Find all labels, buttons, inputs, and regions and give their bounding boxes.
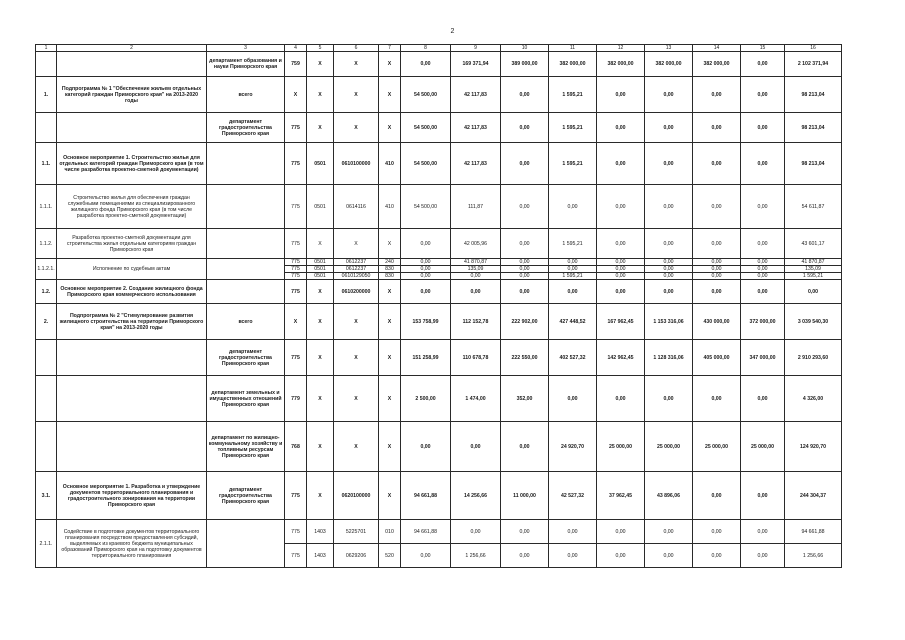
table-cell: 0,00: [401, 273, 451, 280]
table-cell: 1403: [307, 520, 334, 544]
table-cell: X: [307, 52, 334, 77]
table-cell: 4 326,00: [785, 376, 842, 422]
table-cell: 0,00: [741, 259, 785, 266]
table-cell: 244 304,37: [785, 472, 842, 520]
table-cell: 1 256,66: [785, 544, 842, 568]
table-cell: 94 661,88: [401, 472, 451, 520]
column-header: 4: [285, 45, 307, 52]
table-cell: 382 000,00: [597, 52, 645, 77]
table-cell: 347 000,00: [741, 340, 785, 376]
table-cell: X: [334, 422, 379, 472]
table-cell: 54 500,00: [401, 77, 451, 113]
table-cell: 0,00: [501, 266, 549, 273]
table-cell: [36, 340, 57, 376]
table-cell: X: [379, 113, 401, 143]
table-cell: 222 902,00: [501, 304, 549, 340]
table-cell: 0,00: [741, 520, 785, 544]
table-cell: X: [285, 77, 307, 113]
table-cell: департамент земельных и имущественных отношений Приморского края: [207, 376, 285, 422]
table-cell: 0,00: [549, 376, 597, 422]
table-cell: 1 153 316,06: [645, 304, 693, 340]
table-row: [36, 229, 842, 259]
table-cell: Подпрограмма № 2 "Стимулирование развития жилищного строительства на территории Приморского края" на 2013-2020 годы: [57, 304, 207, 340]
table-cell: 0,00: [597, 520, 645, 544]
table-cell: 3.1.: [36, 472, 57, 520]
table-cell: 112 152,78: [451, 304, 501, 340]
table-cell: 0,00: [741, 280, 785, 304]
column-header: 9: [451, 45, 501, 52]
table-cell: X: [334, 77, 379, 113]
table-cell: 1.1.2.1.: [36, 259, 57, 280]
table-row: [36, 259, 842, 266]
table-cell: 0,00: [741, 544, 785, 568]
table-cell: 0,00: [645, 229, 693, 259]
table-cell: 0,00: [501, 77, 549, 113]
table-cell: 768: [285, 422, 307, 472]
table-cell: 1 256,66: [451, 544, 501, 568]
table-cell: 1 595,21: [549, 113, 597, 143]
table-cell: X: [379, 229, 401, 259]
table-cell: 775: [285, 472, 307, 520]
table-cell: 25 000,00: [693, 422, 741, 472]
table-cell: 0,00: [741, 52, 785, 77]
table-cell: 0,00: [645, 544, 693, 568]
table-cell: 0501: [307, 273, 334, 280]
table-cell: 0,00: [501, 229, 549, 259]
table-row: [36, 304, 842, 340]
table-cell: Исполнение по судебным актам: [57, 259, 207, 280]
table-cell: [57, 422, 207, 472]
table-cell: 0,00: [693, 273, 741, 280]
table-cell: [36, 376, 57, 422]
table-cell: [207, 229, 285, 259]
table-cell: 779: [285, 376, 307, 422]
table-cell: [57, 113, 207, 143]
table-row: [36, 77, 842, 113]
table-cell: 167 962,45: [597, 304, 645, 340]
table-cell: 98 213,04: [785, 77, 842, 113]
table-cell: 0,00: [401, 544, 451, 568]
table-cell: 410: [379, 143, 401, 185]
table-cell: 1.2.: [36, 280, 57, 304]
table-cell: 2 910 293,60: [785, 340, 842, 376]
table-cell: департамент по жилищно-коммунальному хозяйству и топливным ресурсам Приморского края: [207, 422, 285, 472]
table-cell: 98 213,04: [785, 143, 842, 185]
table-cell: 0614116: [334, 185, 379, 229]
table-cell: 42 527,32: [549, 472, 597, 520]
table-cell: 775: [285, 280, 307, 304]
table-cell: 0,00: [597, 143, 645, 185]
table-cell: 0610100000: [334, 143, 379, 185]
column-header: 7: [379, 45, 401, 52]
column-header: 12: [597, 45, 645, 52]
table-cell: 775: [285, 185, 307, 229]
table-cell: Содействие в подготовке документов территориального планирования посредством предоставления субсидий, выделяемых из краевого бюджета муниципальных образований Приморского края на подготовку документов территориального планирования: [57, 520, 207, 568]
table-cell: 0,00: [401, 229, 451, 259]
table-cell: 2 500,00: [401, 376, 451, 422]
table-cell: X: [379, 376, 401, 422]
table-cell: X: [334, 376, 379, 422]
table-cell: 0,00: [597, 544, 645, 568]
table-cell: 0610129050: [334, 273, 379, 280]
table-cell: 54 500,00: [401, 185, 451, 229]
table-cell: 153 758,99: [401, 304, 451, 340]
table-row: [36, 143, 842, 185]
table-cell: 0,00: [645, 77, 693, 113]
table-cell: 2 102 371,94: [785, 52, 842, 77]
table-cell: 775: [285, 266, 307, 273]
table-cell: X: [307, 229, 334, 259]
table-cell: X: [334, 340, 379, 376]
table-cell: 54 611,87: [785, 185, 842, 229]
column-header: 1: [36, 45, 57, 52]
table-cell: Разработка проектно-сметной документации для строительства жилья отдельным категориям граждан Приморского края: [57, 229, 207, 259]
column-header: 15: [741, 45, 785, 52]
column-header: 5: [307, 45, 334, 52]
table-cell: 382 000,00: [645, 52, 693, 77]
table-cell: 42 117,83: [451, 113, 501, 143]
table-cell: всего: [207, 304, 285, 340]
table-cell: 389 000,00: [501, 52, 549, 77]
column-header: 11: [549, 45, 597, 52]
table-cell: [36, 113, 57, 143]
table-cell: 0,00: [401, 259, 451, 266]
table-cell: 1 474,00: [451, 376, 501, 422]
table-cell: 0,00: [645, 259, 693, 266]
table-cell: X: [307, 280, 334, 304]
page-number: 2: [450, 28, 455, 35]
column-header: 3: [207, 45, 285, 52]
table-cell: [207, 143, 285, 185]
table-cell: 0,00: [451, 422, 501, 472]
table-cell: 0,00: [693, 472, 741, 520]
table-cell: 0,00: [645, 376, 693, 422]
table-cell: 0,00: [401, 52, 451, 77]
table-cell: 0610200000: [334, 280, 379, 304]
table-cell: X: [379, 422, 401, 472]
table-cell: 0,00: [693, 544, 741, 568]
table-cell: 25 000,00: [645, 422, 693, 472]
table-cell: 0,00: [597, 273, 645, 280]
table-cell: X: [285, 304, 307, 340]
column-header: 14: [693, 45, 741, 52]
table-cell: департамент образования и науки Приморского края: [207, 52, 285, 77]
table-cell: 775: [285, 229, 307, 259]
table-cell: 0,00: [645, 280, 693, 304]
column-header: 13: [645, 45, 693, 52]
table-cell: 135,09: [451, 266, 501, 273]
table-cell: 0,00: [741, 77, 785, 113]
table-cell: 0,00: [597, 376, 645, 422]
table-cell: 135,09: [785, 266, 842, 273]
table-cell: 0,00: [501, 185, 549, 229]
table-cell: 0,00: [451, 273, 501, 280]
table-cell: департамент градостроительства Приморского края: [207, 113, 285, 143]
table-cell: X: [307, 422, 334, 472]
table-cell: 0,00: [693, 259, 741, 266]
table-cell: 0,00: [693, 143, 741, 185]
table-cell: 0,00: [693, 113, 741, 143]
table-row: [36, 422, 842, 472]
table-cell: X: [307, 304, 334, 340]
table-cell: [57, 376, 207, 422]
table-cell: 520: [379, 544, 401, 568]
table-cell: 0,00: [693, 520, 741, 544]
table-cell: 0,00: [741, 185, 785, 229]
table-cell: 0,00: [741, 229, 785, 259]
table-cell: 169 371,94: [451, 52, 501, 77]
table-row: [36, 472, 842, 520]
budget-table: [35, 44, 842, 568]
table-cell: 42 005,96: [451, 229, 501, 259]
table-cell: 0,00: [549, 266, 597, 273]
table-cell: 42 117,83: [451, 77, 501, 113]
table-cell: 0,00: [597, 280, 645, 304]
table-cell: Строительство жилья для обеспечения граждан служебными помещениями из специализированного жилищного фонда Приморского края (в том числе разработка проектно-сметной документации): [57, 185, 207, 229]
table-cell: 1 128 316,06: [645, 340, 693, 376]
table-cell: 0,00: [401, 266, 451, 273]
table-cell: 1 595,21: [549, 143, 597, 185]
table-cell: 0,00: [501, 422, 549, 472]
table-cell: 41 870,87: [785, 259, 842, 266]
table-cell: 1403: [307, 544, 334, 568]
table-cell: 0,00: [597, 113, 645, 143]
table-cell: [36, 52, 57, 77]
table-cell: 0612237: [334, 259, 379, 266]
table-cell: департамент градостроительства Приморского края: [207, 472, 285, 520]
table-row: [36, 113, 842, 143]
table-cell: 54 500,00: [401, 113, 451, 143]
table-cell: 1 595,21: [785, 273, 842, 280]
table-cell: 0,00: [401, 280, 451, 304]
table-cell: 759: [285, 52, 307, 77]
table-cell: Основное мероприятие 1. Разработка и утверждение документов территориального планирования и градостроительного зонирования на территории Приморского края: [57, 472, 207, 520]
table-cell: X: [379, 77, 401, 113]
table-cell: 1.1.1.: [36, 185, 57, 229]
table-cell: 0,00: [693, 229, 741, 259]
table-cell: 11 000,00: [501, 472, 549, 520]
table-cell: X: [379, 52, 401, 77]
table-cell: 0501: [307, 259, 334, 266]
table-cell: 0,00: [741, 273, 785, 280]
table-cell: 430 000,00: [693, 304, 741, 340]
table-cell: 0,00: [549, 259, 597, 266]
table-cell: X: [307, 472, 334, 520]
table-cell: 352,00: [501, 376, 549, 422]
column-header: 10: [501, 45, 549, 52]
table-cell: 1.: [36, 77, 57, 113]
table-cell: [207, 520, 285, 568]
table-cell: 0,00: [597, 229, 645, 259]
table-cell: 98 213,04: [785, 113, 842, 143]
table-cell: X: [379, 340, 401, 376]
table-cell: 0,00: [401, 422, 451, 472]
table-cell: 0,00: [549, 520, 597, 544]
table-cell: 3 039 540,30: [785, 304, 842, 340]
table-row: [36, 52, 842, 77]
table-cell: X: [334, 52, 379, 77]
table-cell: 0,00: [693, 376, 741, 422]
table-cell: 0,00: [549, 185, 597, 229]
table-cell: 41 870,87: [451, 259, 501, 266]
table-cell: Основное мероприятие 2. Создание жилищного фонда Приморского края коммерческого использования: [57, 280, 207, 304]
table-row: [36, 45, 842, 52]
table-cell: [57, 340, 207, 376]
table-cell: [207, 280, 285, 304]
table-row: [36, 376, 842, 422]
table-row: [36, 280, 842, 304]
table-cell: 14 256,66: [451, 472, 501, 520]
column-header: 6: [334, 45, 379, 52]
table-cell: X: [334, 304, 379, 340]
table-cell: 0,00: [501, 113, 549, 143]
table-cell: 410: [379, 185, 401, 229]
table-cell: 1.1.2.: [36, 229, 57, 259]
table-cell: 0,00: [645, 520, 693, 544]
table-cell: 151 258,99: [401, 340, 451, 376]
table-cell: 0629206: [334, 544, 379, 568]
table-cell: 0,00: [451, 280, 501, 304]
table-cell: X: [334, 113, 379, 143]
table-cell: 0,00: [645, 113, 693, 143]
table-cell: 405 000,00: [693, 340, 741, 376]
table-cell: 124 920,70: [785, 422, 842, 472]
table-cell: 830: [379, 266, 401, 273]
table-cell: 43 896,06: [645, 472, 693, 520]
table-cell: 25 000,00: [597, 422, 645, 472]
table-cell: X: [307, 340, 334, 376]
table-row: [36, 340, 842, 376]
table-cell: X: [379, 472, 401, 520]
table-cell: 0,00: [741, 113, 785, 143]
table-cell: 110 678,78: [451, 340, 501, 376]
table-cell: 775: [285, 520, 307, 544]
table-cell: 427 448,52: [549, 304, 597, 340]
table-cell: 775: [285, 544, 307, 568]
table-cell: 775: [285, 340, 307, 376]
table-cell: X: [379, 280, 401, 304]
table-cell: 0,00: [741, 472, 785, 520]
table-cell: 0,00: [741, 143, 785, 185]
table-cell: 142 962,45: [597, 340, 645, 376]
table-cell: 0,00: [501, 280, 549, 304]
table-cell: 42 117,83: [451, 143, 501, 185]
table-cell: 0,00: [693, 185, 741, 229]
table-cell: 0,00: [645, 185, 693, 229]
table-cell: 830: [379, 273, 401, 280]
table-cell: 372 000,00: [741, 304, 785, 340]
column-header: 2: [57, 45, 207, 52]
table-cell: 0,00: [645, 273, 693, 280]
table-cell: Основное мероприятие 1. Строительство жилья для отдельных категорий граждан Приморского края (в том числе разработка проектно-сметной документации): [57, 143, 207, 185]
table-cell: X: [307, 113, 334, 143]
table-cell: Подпрограмма № 1 "Обеспечение жильем отдельных категорий граждан Приморского края" на 2013-2020 годы: [57, 77, 207, 113]
table-cell: [207, 185, 285, 229]
table-cell: всего: [207, 77, 285, 113]
table-cell: 775: [285, 273, 307, 280]
table-cell: 0620100000: [334, 472, 379, 520]
table-cell: 222 550,00: [501, 340, 549, 376]
table-cell: [36, 422, 57, 472]
table-cell: 402 527,32: [549, 340, 597, 376]
column-header: 16: [785, 45, 842, 52]
table-row: [36, 520, 842, 544]
table-cell: 111,87: [451, 185, 501, 229]
table-cell: 2.1.1.: [36, 520, 57, 568]
table-cell: 24 920,70: [549, 422, 597, 472]
table-cell: 0,00: [501, 544, 549, 568]
table-cell: 0,00: [549, 280, 597, 304]
table-cell: 0,00: [741, 376, 785, 422]
table-row: [36, 185, 842, 229]
table-cell: 0,00: [693, 280, 741, 304]
table-cell: 0,00: [645, 266, 693, 273]
table-cell: 0501: [307, 266, 334, 273]
table-cell: 1.1.: [36, 143, 57, 185]
table-cell: 010: [379, 520, 401, 544]
table-cell: 0,00: [785, 280, 842, 304]
table-cell: 94 661,88: [401, 520, 451, 544]
table-cell: 1 595,21: [549, 229, 597, 259]
table-cell: [57, 52, 207, 77]
table-cell: 0,00: [451, 520, 501, 544]
table-cell: 25 000,00: [741, 422, 785, 472]
table-cell: 1 595,21: [549, 77, 597, 113]
table-cell: 37 962,45: [597, 472, 645, 520]
table-cell: департамент градостроительства Приморского края: [207, 340, 285, 376]
table-cell: 382 000,00: [693, 52, 741, 77]
table-cell: 382 000,00: [549, 52, 597, 77]
table-cell: 0,00: [645, 143, 693, 185]
table-cell: 0612237: [334, 266, 379, 273]
table-cell: 0,00: [501, 273, 549, 280]
table-cell: 775: [285, 113, 307, 143]
table-cell: 0501: [307, 143, 334, 185]
table-cell: 0,00: [693, 77, 741, 113]
table-cell: X: [307, 376, 334, 422]
table-cell: 0,00: [501, 143, 549, 185]
table-cell: 0,00: [597, 266, 645, 273]
table-cell: 240: [379, 259, 401, 266]
table-cell: X: [379, 304, 401, 340]
table-cell: 775: [285, 143, 307, 185]
table-cell: 0,00: [501, 259, 549, 266]
table-cell: 0,00: [741, 266, 785, 273]
table-cell: 0,00: [549, 544, 597, 568]
table-cell: 43 601,17: [785, 229, 842, 259]
table-cell: 54 500,00: [401, 143, 451, 185]
column-header: 8: [401, 45, 451, 52]
table-cell: 0,00: [501, 520, 549, 544]
table-cell: 0,00: [597, 185, 645, 229]
table-cell: 94 661,88: [785, 520, 842, 544]
table-cell: [207, 259, 285, 280]
table-cell: 0,00: [597, 259, 645, 266]
table-cell: 0,00: [597, 77, 645, 113]
table-cell: X: [334, 229, 379, 259]
table-cell: 775: [285, 259, 307, 266]
table-cell: X: [307, 77, 334, 113]
table-cell: 1 595,21: [549, 273, 597, 280]
table-cell: 2.: [36, 304, 57, 340]
table-cell: 0501: [307, 185, 334, 229]
table-cell: 0,00: [693, 266, 741, 273]
table-cell: 5225701: [334, 520, 379, 544]
